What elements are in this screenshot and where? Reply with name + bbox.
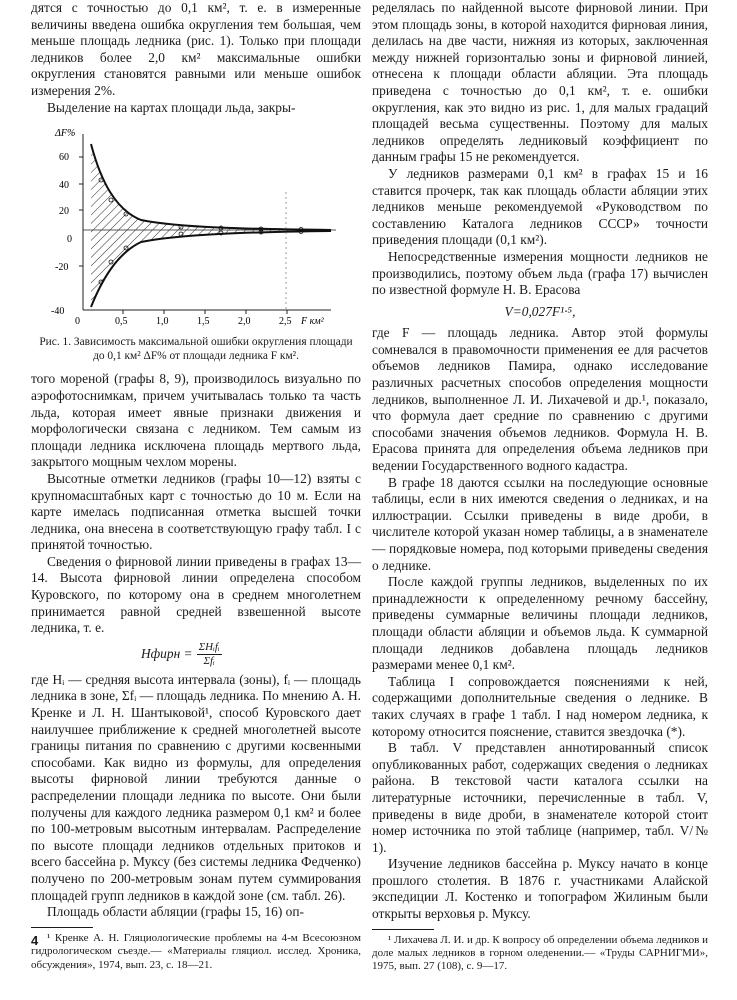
footnote-rule — [372, 929, 434, 930]
left-paragraph-1: дятся с точностью до 0,1 км², т. е. в измеренные величины введена ошибка округления тем большая, чем меньше площадь ледника (рис. 1). Только при площади ледников более 2,0 км² максимальные ошибки округления становятся равными или меньше ошибок измерения 2%. — [31, 0, 361, 98]
error-envelope — [91, 144, 331, 307]
y-tick-label: -20 — [55, 262, 69, 274]
figure-1 — [31, 122, 361, 332]
y-tick-label: 60 — [59, 152, 69, 164]
right-paragraph-9: Изучение ледников бассейна р. Муксу начато в конце прошлого столетия. В 1876 г. участниками Алайской экспедиции Л. Костенко и топографом Жилиным были открыты верховья р. Муксу. — [372, 856, 708, 922]
left-footnote: ¹ Кренке А. Н. Гляциологические проблемы на 4-м Всесоюзном гидрологическом съезде.— «Материалы гляциол. исслед. Хроника, обсуждения», 1974, вып. 23, с. 18—21. — [31, 931, 361, 971]
rounding-error-chart — [31, 122, 361, 332]
formula-denominator: Σfᵢ — [203, 654, 215, 667]
left-paragraph-5: Сведения о фирновой линии приведены в графах 13—14. Высота фирновой линии определена способом Куровского, по которому она в среднем многолетнем принимается равной средней взвешенной высоте ледника, т. е. — [31, 553, 361, 636]
right-paragraph-3: Непосредственные измерения мощности ледников не производились, поэтому объем льда (графа 17) вычислен по известной формуле Н. В. Ерасова — [372, 248, 708, 298]
right-column — [372, 0, 708, 974]
y-tick-label: 0 — [67, 234, 72, 246]
y-tick-label: 20 — [59, 206, 69, 218]
figure-caption: Рис. 1. Зависимость максимальной ошибки округления площади до 0,1 км² ΔF% от площади ледника F км². — [39, 336, 353, 362]
y-axis-label: ΔF% — [55, 128, 76, 140]
formula-lhs: Hфирн = — [141, 646, 193, 662]
firn-height-formula — [141, 641, 222, 668]
right-paragraph-6: После каждой группы ледников, выделенных по их принадлежности к определенному речному бассейну, приведены суммарные величины площади ледников, площади области абляции и объемов льда. К суммарной площади ледников добавлена площадь ледников размерами менее 0,1 км². — [372, 574, 708, 673]
x-tick-label: 2,0 — [238, 316, 251, 328]
right-paragraph-1: ределялась по найденной высоте фирновой линии. При этом площадь зоны, в которой находится фирновая линия, делилась на две части, нижняя из которых, заключенная между нижней горизонталью зоны и фирновой линией, отнесена к площади области абляции. Эта площадь приведена с точностью до 0,1 км², т. е. ошибки округления, как это видно из рис. 1, для малых градаций площадей весьма существенны. Поэтому для малых ледников определять ледниковый коэффициент по данным графы 15 не рекомендуется. — [372, 0, 708, 165]
x-tick-label: 2,5 — [279, 316, 292, 328]
right-paragraph-4: где F — площадь ледника. Автор этой формулы сомневался в правомочности применения ее для расчетов объемов ледников Памира, однако исследование различных расчетных способов определения мощности ледников, выполненное Л. И. Лихачевой и др.¹, показало, что формула дает средние по сравнению с другими способами значения объемов ледников. Формула Н. В. Ерасова принята для определения объема ледников при ведении Государственного водного кадастра. — [372, 325, 708, 474]
page-number: 4 — [31, 933, 39, 948]
x-tick-label: 0 — [75, 316, 80, 328]
formula-fraction — [197, 641, 222, 668]
volume-formula: V=0,027F¹·⁵, — [504, 303, 576, 319]
formula-numerator: ΣHᵢfᵢ — [198, 640, 220, 653]
x-axis-label: F км² — [301, 316, 324, 328]
left-paragraph-6: где Hᵢ — средняя высота интервала (зоны), fᵢ — площадь ледника в зоне, Σfᵢ — площадь ледника. По мнению А. Н. Кренке и Л. Н. Шантыковой¹, способ Куровского дает наилучшее приближение к средней многолетней высоте границы питания по сравнению с другими косвенными способами. Как видно из формулы, для определения высоты фирновой линии требуются данные о распределении площади ледника по высоте. Они были получены для каждого ледника размером 0,1 км² и более по 100-метровым высотным интервалам. Распределение по высоте площади ледников отдельных притоков и всего бассейна р. Муксу (без системы ледника Федченко) получено по 200-метровым зонам путем суммирования площадей групп ледников в каждой зоне (см. табл. 26). — [31, 671, 361, 903]
right-paragraph-8: В табл. V представлен аннотированный список опубликованных работ, содержащих сведения о ледниках района. В текстовой части каталога ссылки на литературные источники, перечисленные в табл. V, приведены в виде дроби, в знаменателе которой стоит номер источника по этой таблице (например, табл. V/№ 1). — [372, 740, 708, 855]
right-paragraph-7: Таблица I сопровождается пояснениями к ней, содержащими дополнительные сведения о леднике. В таких случаях в графе 1 табл. I над номером ледника, к которому относится пояснение, ставится звездочка (*). — [372, 673, 708, 739]
left-paragraph-2: Выделение на картах площади льда, закры- — [47, 99, 296, 115]
y-tick-label: -40 — [51, 306, 65, 318]
right-paragraph-2: У ледников размерами 0,1 км² в графах 15 и 16 ставится прочерк, так как площадь области абляции этих ледников меньше рекомендуемой «Руководством по составлению Каталога ледников СССР» точности приведения площади (0,1 км²). — [372, 165, 708, 248]
footnote-rule — [31, 927, 93, 928]
x-tick-label: 1,5 — [197, 316, 210, 328]
left-paragraph-7: Площадь области абляции (графы 15, 16) оп- — [47, 904, 305, 920]
right-footnote: ¹ Лихачева Л. И. и др. К вопросу об определении объема ледников и доле малых ледников в горном оледенении.— «Труды САРНИГМИ», 1975, вып. 27 (108), с. 9—17. — [372, 933, 708, 973]
right-paragraph-5: В графе 18 даются ссылки на последующие основные таблицы, если в них имеются сведения о ледниках, и на иллюстрации. Ссылки приведены в виде дроби, в числителе которой указан номер таблицы, а в знаменателе — порядковые номера, под которыми приведены сведения о леднике. — [372, 474, 708, 573]
x-tick-label: 0,5 — [115, 316, 128, 328]
y-tick-label: 40 — [59, 180, 69, 192]
left-paragraph-3: того мореной (графы 8, 9), производилось визуально по аэрофотоснимкам, причем учитывалась только та часть льда, которая имеет явные признаки движения и морфологически связана с ледником. Тем самым из площади ледника исключена площадь мертвого льда, закрытого мощным чехлом морены. — [31, 371, 361, 470]
x-tick-label: 1,0 — [156, 316, 169, 328]
left-paragraph-4: Высотные отметки ледников (графы 10—12) взяты с крупномасштабных карт с точностью до 10 м. Если на карте имелась подписанная отметка высшей точки ледника, она внесена в соответствующую графу табл. I с принятой точностью. — [31, 470, 361, 553]
left-column — [31, 0, 361, 972]
